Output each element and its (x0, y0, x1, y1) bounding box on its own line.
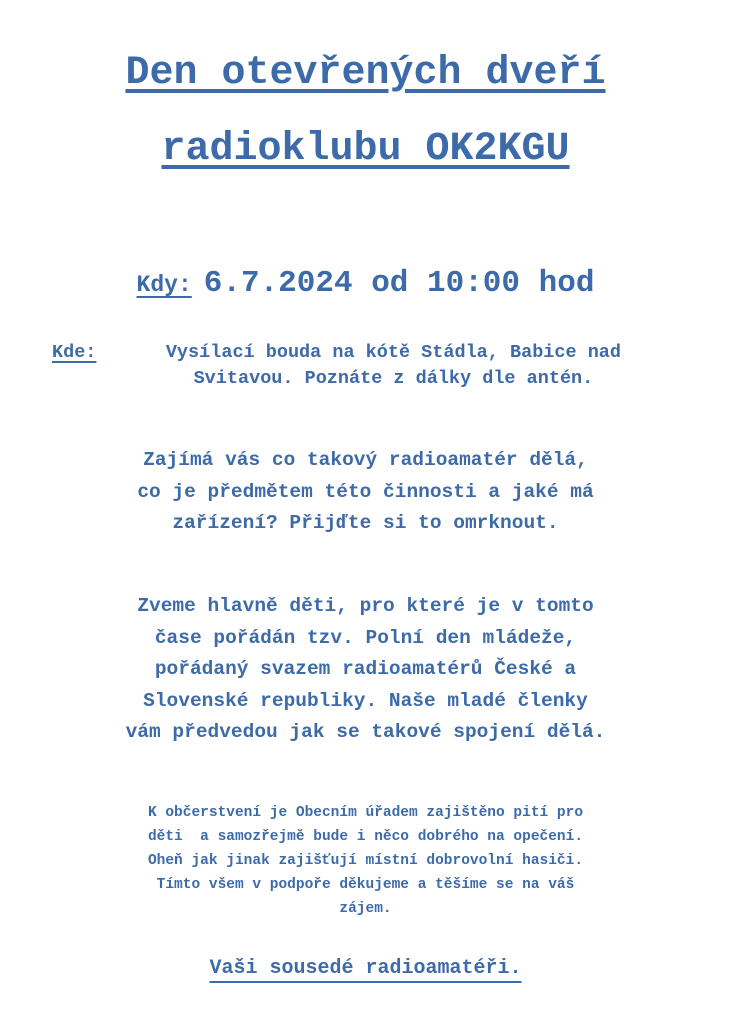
refreshments-line: děti a samozřejmě bude i něco dobrého na opečení. (147, 829, 584, 845)
refreshments-line: Tímto všem v podpoře děkujeme a těšíme se na váš (156, 877, 575, 893)
question-line: co je předmětem této činnosti a jaké má (137, 480, 594, 503)
question-line: zařízení? Přijďte si to omrknout. (172, 512, 559, 534)
invite-line: Zveme hlavně děti, pro které je v tomto (137, 595, 594, 617)
signature (0, 955, 731, 983)
question-paragraph (0, 445, 731, 540)
date-label: Kdy: (136, 272, 192, 298)
location-label: Kde: (52, 342, 97, 363)
invite-line: pořádaný svazem radioamatérů České a (154, 658, 577, 680)
location-text (108, 340, 678, 392)
question-line: Zajímá vás co takový radioamatér dělá, (143, 449, 588, 471)
location-line: Vysílací bouda na kótě Stádla, Babice nad (165, 342, 622, 363)
invite-line: čase pořádán tzv. Polní den mládeže, (154, 626, 577, 649)
signature-text: Vaši sousedé radioamatéři. (209, 957, 522, 980)
refreshments-paragraph (0, 801, 731, 921)
title-line-2-text: radioklubu OK2KGU (161, 127, 570, 172)
invite-line: vám předvedou jak se takové spojení dělá. (125, 721, 606, 743)
refreshments-line: Oheň jak jinak zajišťují místní dobrovolní hasiči. (147, 853, 584, 869)
refreshments-line: zájem. (339, 901, 392, 917)
event-location (52, 340, 692, 392)
title-line-1-text: Den otevřených dveří (125, 51, 606, 96)
invite-paragraph (0, 591, 731, 749)
event-date (0, 266, 731, 301)
date-value: 6.7.2024 od 10:00 hod (203, 266, 595, 301)
title-line-2 (0, 126, 731, 174)
refreshments-line: K občerstvení je Obecním úřadem zajištěno pití pro (147, 805, 584, 821)
location-line: Svitavou. Poznáte z dálky dle antén. (193, 368, 594, 389)
invite-line: Slovenské republiky. Naše mladé členky (143, 689, 588, 712)
title-line-1 (0, 50, 731, 98)
